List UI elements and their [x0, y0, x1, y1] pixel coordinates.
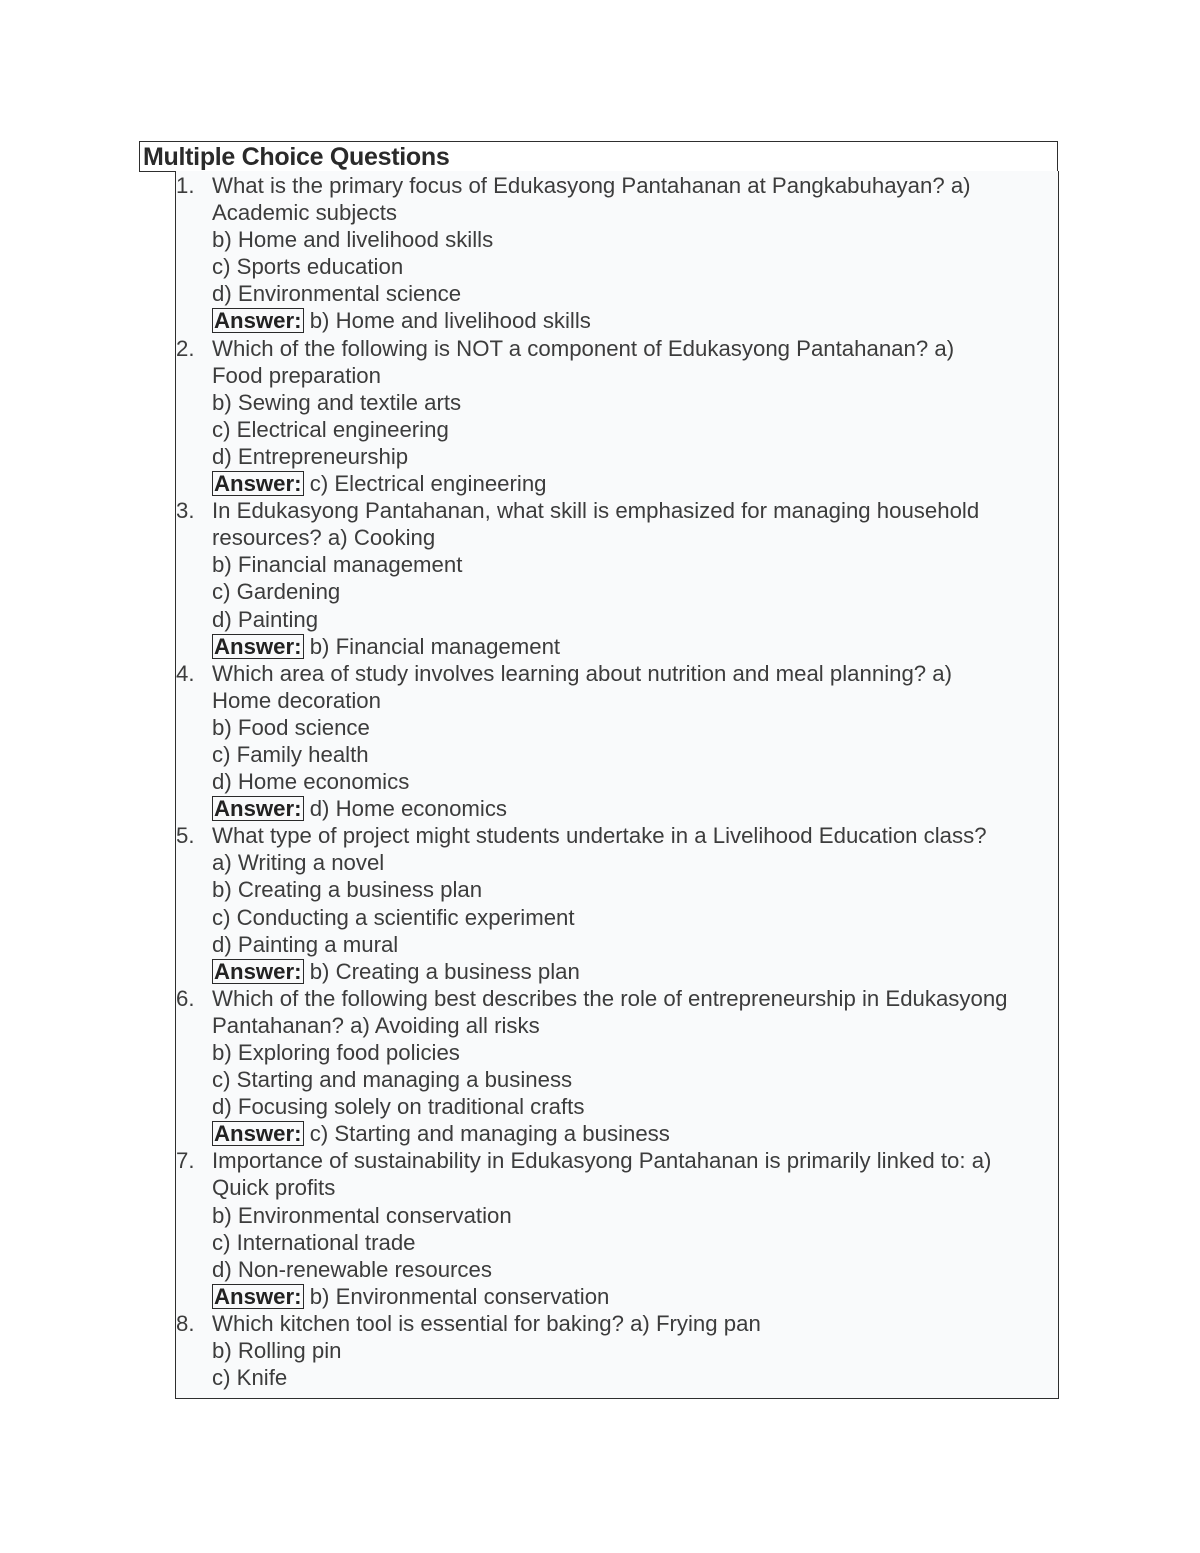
question-number: 6. [176, 985, 195, 1011]
question-item [176, 985, 1060, 1148]
question-line: c) International trade [212, 1229, 416, 1255]
question-line: d) Focusing solely on traditional crafts [212, 1094, 585, 1120]
question-line: c) Conducting a scientific experiment [212, 904, 575, 930]
question-number: 1. [176, 173, 195, 198]
question-line: d) Painting a mural [212, 931, 399, 957]
answer-label: Answer: [214, 471, 302, 497]
question-text: What is the primary focus of Edukasyong Pantahanan at Pangkabuhayan? a) [212, 173, 971, 198]
question-line: resources? a) Cooking [212, 525, 436, 551]
question-text: What type of project might students undertake in a Livelihood Education class? [212, 823, 987, 849]
question-text: Which of the following best describes the role of entrepreneurship in Edukasyong [212, 985, 1008, 1011]
question-line: c) Starting and managing a business [212, 1067, 573, 1093]
question-line: c) Gardening [212, 579, 341, 605]
answer-value: b) Creating a business plan [309, 958, 580, 984]
question-line: Home decoration [212, 687, 381, 713]
question-line: c) Family health [212, 741, 369, 767]
question-line: a) Writing a novel [212, 850, 385, 876]
question-line: b) Financial management [212, 552, 463, 578]
answer-value: b) Financial management [309, 633, 561, 659]
question-text: In Edukasyong Pantahanan, what skill is emphasized for managing household [212, 498, 980, 524]
answer-label: Answer: [214, 796, 302, 822]
question-text: Importance of sustainability in Edukasyong Pantahanan is primarily linked to: a) [212, 1148, 992, 1174]
answer-label: Answer: [214, 958, 302, 984]
question-line: b) Food science [212, 714, 370, 740]
answer-line [212, 470, 1060, 497]
answer-label: Answer: [214, 308, 302, 334]
question-number: 7. [176, 1148, 195, 1174]
question-line: b) Sewing and textile arts [212, 389, 462, 415]
question-item [176, 335, 1060, 498]
question-line: b) Home and livelihood skills [212, 227, 494, 253]
answer-value: b) Environmental conservation [309, 1283, 610, 1309]
page-title: Multiple Choice Questions [143, 143, 450, 171]
question-number: 8. [176, 1310, 195, 1336]
question-line: c) Sports education [212, 254, 404, 280]
question-line: b) Creating a business plan [212, 877, 483, 903]
question-number: 3. [176, 498, 195, 524]
answer-line [212, 795, 1060, 822]
question-line: Food preparation [212, 362, 381, 388]
answer-line [212, 958, 1060, 985]
answer-line [212, 307, 1060, 334]
answer-value: b) Home and livelihood skills [309, 308, 591, 334]
answer-label: Answer: [214, 1121, 302, 1147]
answer-label: Answer: [214, 633, 302, 659]
answer-line [212, 1283, 1060, 1310]
question-item [176, 822, 1060, 985]
question-line: d) Environmental science [212, 281, 462, 307]
answer-value: d) Home economics [309, 796, 508, 822]
answer-label: Answer: [214, 1283, 302, 1309]
question-line: b) Environmental conservation [212, 1202, 512, 1228]
question-line: d) Painting [212, 606, 319, 632]
question-line: Academic subjects [212, 200, 397, 226]
question-item [176, 660, 1060, 823]
answer-line [212, 633, 1060, 660]
question-line: b) Rolling pin [212, 1338, 342, 1364]
questions-cell [175, 171, 1059, 1399]
question-line: b) Exploring food policies [212, 1040, 460, 1065]
question-line: Quick profits [212, 1175, 336, 1201]
question-number: 4. [176, 660, 195, 686]
question-line: Pantahanan? a) Avoiding all risks [212, 1012, 540, 1038]
question-item [176, 497, 1060, 660]
question-text: Which kitchen tool is essential for baking? a) Frying pan [212, 1310, 761, 1336]
answer-value: c) Electrical engineering [309, 471, 547, 497]
title-cell [139, 141, 1058, 172]
question-item [176, 1147, 1060, 1310]
question-line: d) Non-renewable resources [212, 1256, 492, 1282]
question-text: Which area of study involves learning about nutrition and meal planning? a) [212, 660, 953, 686]
question-line: d) Home economics [212, 769, 410, 795]
answer-line [212, 1120, 1060, 1147]
question-number: 2. [176, 335, 195, 361]
question-line: c) Electrical engineering [212, 416, 449, 442]
question-line: c) Knife [212, 1365, 288, 1391]
question-line: d) Entrepreneurship [212, 443, 409, 469]
answer-value: c) Starting and managing a business [309, 1121, 670, 1147]
question-item [176, 1310, 1060, 1391]
question-item [176, 172, 1060, 335]
question-text: Which of the following is NOT a component of Edukasyong Pantahanan? a) [212, 335, 955, 361]
question-list [176, 172, 1060, 1391]
question-number: 5. [176, 823, 195, 849]
